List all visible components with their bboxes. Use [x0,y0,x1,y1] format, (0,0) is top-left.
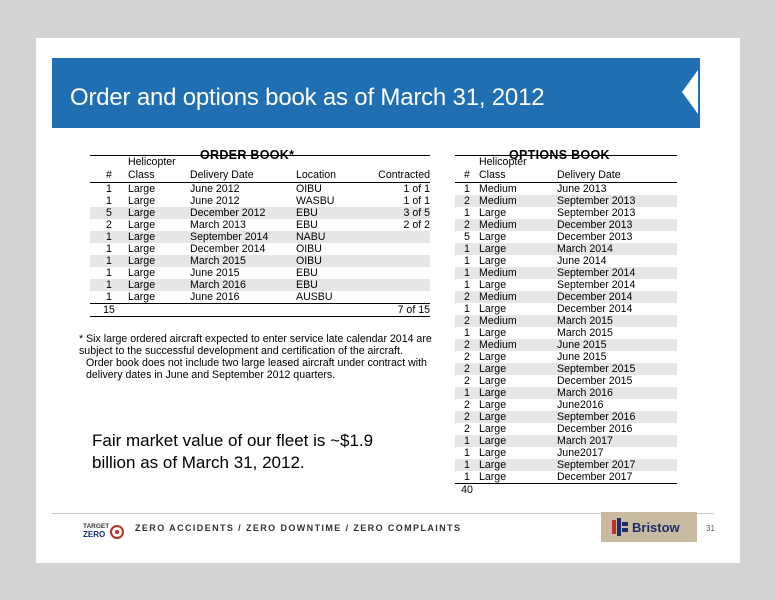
options-cell-num: 1 [464,303,470,315]
options-cell-class: Large [479,243,557,255]
footnote [79,333,439,381]
options-header-date: Delivery Date [557,168,677,183]
order-row [90,195,430,207]
options-cell-date: September 2013 [557,207,636,219]
options-header-row-top [455,156,677,169]
order-cell-contracted: 1 of 1 [403,195,430,207]
options-cell-class: Large [479,363,557,375]
options-cell-class: Large [479,387,557,399]
order-cell-class: Large [128,291,156,303]
options-row [455,459,677,471]
options-row [455,447,677,459]
options-cell-date: June2017 [557,447,604,459]
slide-title: Order and options book as of March 31, 2012 [70,84,545,111]
options-cell-class: Large [479,471,507,483]
options-cell-num: 1 [464,207,470,219]
options-cell-num: 5 [464,231,470,243]
footnote-line-1: * Six large ordered aircraft expected to enter service late calendar 2014 are subject to the successful development and certification of the aircraft. [79,333,432,357]
page-number: 31 [706,524,715,533]
options-cell-date: December 2014 [557,291,677,303]
options-book-table [455,155,677,496]
order-cell-contracted [360,279,430,291]
options-cell-class: Medium [479,195,557,207]
order-header-row [90,168,430,183]
options-row [455,363,677,375]
options-cell-date: June2016 [557,399,604,411]
order-cell-date: December 2012 [190,207,296,219]
order-cell-location: EBU [296,207,360,219]
order-cell-contracted [360,255,430,267]
options-cell-date: September 2016 [557,411,677,423]
options-row [455,327,677,339]
order-cell-num: 1 [90,255,128,267]
order-cell-num: 1 [106,195,112,207]
order-row [90,267,430,279]
options-cell-num: 2 [455,291,479,303]
options-cell-date: September 2014 [557,267,677,279]
options-cell-date: March 2015 [557,327,613,339]
options-cell-class: Large [479,327,507,339]
options-cell-date: December 2017 [557,471,633,483]
order-total-contracted: 7 of 15 [360,304,430,317]
options-cell-date: June 2013 [557,183,607,195]
options-cell-num: 2 [455,195,479,207]
options-cell-date: September 2013 [557,195,677,207]
options-row [455,423,677,435]
order-header-contracted: Contracted [360,168,430,183]
svg-text:TARGET: TARGET [83,523,110,530]
order-row [90,219,430,231]
options-header-row [455,168,677,183]
order-cell-location: EBU [296,279,360,291]
order-cell-date: June 2015 [190,267,240,279]
order-cell-class: Large [128,219,156,231]
order-row [90,291,430,304]
order-cell-contracted: 3 of 5 [360,207,430,219]
options-cell-date: March 2016 [557,387,677,399]
order-cell-location: AUSBU [296,291,333,303]
order-cell-contracted [360,267,430,279]
order-cell-class: Large [128,195,156,207]
order-cell-location: EBU [296,267,318,279]
options-cell-class: Medium [479,267,557,279]
options-row [455,291,677,303]
order-header-class-top: Helicopter [128,156,190,169]
options-cell-class: Medium [479,219,557,231]
order-cell-num: 5 [90,207,128,219]
options-row [455,399,677,411]
order-cell-num: 1 [106,183,112,195]
options-cell-num: 2 [464,351,470,363]
order-row [90,231,430,243]
options-row [455,219,677,231]
order-total-count: 15 [90,304,128,317]
title-notch-shape [682,70,698,114]
fair-market-value-note: Fair market value of our fleet is ~$1.9 billion as of March 31, 2012. [92,431,374,472]
order-cell-contracted [360,231,430,243]
options-total-count: 40 [455,484,479,497]
options-book-heading: OPTIONS BOOK [509,148,610,162]
bristow-brand: Bristow [632,520,680,535]
options-cell-class: Large [479,459,557,471]
options-row [455,231,677,243]
options-row [455,387,677,399]
order-row [90,183,430,196]
order-cell-num: 1 [90,231,128,243]
order-row [90,207,430,219]
options-cell-num: 2 [464,375,470,387]
options-cell-num: 2 [464,399,470,411]
order-row [90,255,430,267]
options-cell-class: Large [479,423,507,435]
options-row [455,375,677,387]
options-row [455,267,677,279]
options-cell-class: Large [479,447,507,459]
order-cell-date: March 2015 [190,255,296,267]
options-row [455,243,677,255]
options-cell-num: 1 [455,243,479,255]
order-cell-num: 1 [90,279,128,291]
order-header-date: Delivery Date [190,168,296,183]
options-cell-num: 1 [464,471,470,483]
order-cell-location: WASBU [296,195,335,207]
options-cell-num: 1 [464,183,470,195]
bristow-logo-icon [612,518,630,536]
order-cell-class: Large [128,207,190,219]
order-cell-date: June 2012 [190,183,240,195]
options-cell-class: Large [479,351,507,363]
options-cell-date: March 2015 [557,315,677,327]
options-row [455,339,677,351]
options-cell-date: June 2015 [557,339,677,351]
order-cell-class: Large [128,183,156,195]
order-cell-class: Large [128,255,190,267]
order-book-table [90,155,430,317]
order-cell-location: EBU [296,219,318,231]
order-cell-class: Large [128,279,190,291]
options-cell-class: Large [479,399,507,411]
options-cell-class: Large [479,435,557,447]
options-cell-date: December 2016 [557,423,633,435]
order-cell-location: OIBU [296,243,322,255]
options-cell-class: Medium [479,183,517,195]
options-cell-num: 1 [455,435,479,447]
order-cell-class: Large [128,231,190,243]
options-cell-num: 2 [455,219,479,231]
footnote-line-2: Order book does not include two large leased aircraft under contract with delivery dates in June and September 2012 quarters. [86,357,427,381]
options-cell-class: Large [479,303,507,315]
options-row [455,255,677,267]
order-cell-num: 1 [106,267,112,279]
options-cell-class: Medium [479,315,557,327]
options-cell-date: December 2013 [557,219,677,231]
options-cell-date: June 2014 [557,255,607,267]
options-row [455,183,677,196]
options-row [455,315,677,327]
options-cell-date: June 2015 [557,351,607,363]
target-zero-logo [82,521,126,539]
options-cell-class: Large [479,231,507,243]
order-header-row-top [90,156,430,169]
options-header-class-top: Helicopter [479,156,557,169]
order-cell-date: March 2013 [190,219,246,231]
order-cell-date: December 2014 [190,243,266,255]
options-cell-class: Medium [479,291,557,303]
svg-text:ZERO: ZERO [83,530,106,539]
options-cell-num: 2 [455,339,479,351]
order-header-num: # [90,168,128,183]
order-cell-num: 1 [106,291,112,303]
options-cell-num: 1 [464,447,470,459]
options-cell-class: Medium [479,339,557,351]
options-row [455,471,677,484]
footer-tagline: ZERO ACCIDENTS / ZERO DOWNTIME / ZERO COMPLAINTS [135,523,462,533]
options-cell-class: Large [479,255,507,267]
options-cell-num: 2 [455,363,479,375]
order-cell-contracted [360,291,430,304]
options-cell-num: 1 [455,267,479,279]
options-cell-class: Large [479,375,507,387]
order-cell-date: September 2014 [190,231,296,243]
options-row [455,351,677,363]
options-row [455,279,677,291]
options-cell-date: December 2013 [557,231,633,243]
options-cell-class: Large [479,279,507,291]
order-row [90,243,430,255]
options-header-class: Class [479,168,557,183]
order-cell-date: June 2012 [190,195,240,207]
options-cell-class: Large [479,411,557,423]
order-cell-location: OIBU [296,183,322,195]
options-row [455,303,677,315]
options-cell-num: 1 [455,387,479,399]
order-cell-class: Large [128,243,156,255]
options-cell-num: 1 [455,459,479,471]
options-cell-class: Large [479,207,507,219]
options-row [455,411,677,423]
options-cell-num: 1 [464,279,470,291]
order-cell-location: OIBU [296,255,360,267]
options-row [455,195,677,207]
options-cell-num: 2 [455,315,479,327]
order-cell-contracted: 1 of 1 [403,183,430,195]
order-cell-num: 1 [106,243,112,255]
options-cell-num: 2 [455,411,479,423]
options-row [455,435,677,447]
options-total-row [455,484,677,497]
order-cell-date: March 2016 [190,279,296,291]
options-cell-num: 1 [464,255,470,267]
order-cell-date: June 2016 [190,291,240,303]
options-cell-date: September 2017 [557,459,677,471]
options-header-num: # [455,168,479,183]
order-cell-num: 2 [106,219,112,231]
order-header-location: Location [296,168,360,183]
options-cell-num: 2 [464,423,470,435]
options-cell-date: September 2014 [557,279,636,291]
order-row [90,279,430,291]
order-cell-contracted [360,243,430,255]
order-cell-class: Large [128,267,156,279]
options-cell-date: December 2014 [557,303,633,315]
order-cell-location: NABU [296,231,360,243]
order-total-row [90,304,430,317]
options-row [455,207,677,219]
order-header-class: Class [128,168,190,183]
options-cell-date: December 2015 [557,375,633,387]
order-book-heading: ORDER BOOK* [200,148,295,162]
options-cell-date: March 2017 [557,435,677,447]
order-cell-contracted: 2 of 2 [403,219,430,231]
options-cell-date: September 2015 [557,363,677,375]
options-cell-date: March 2014 [557,243,677,255]
options-cell-num: 1 [464,327,470,339]
